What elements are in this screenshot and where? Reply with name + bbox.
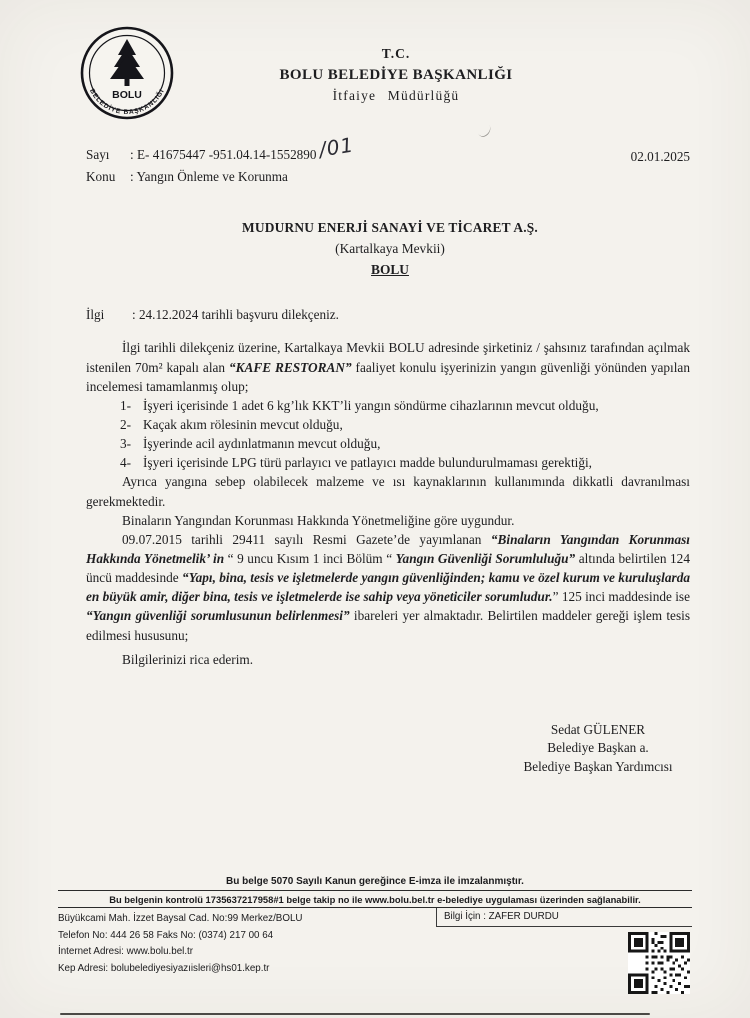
- paragraph-intro: [86, 338, 690, 395]
- list-text: İşyerinde acil aydınlatmanın mevcut olduğu,: [143, 436, 381, 452]
- scan-artifact-line: [60, 1013, 650, 1015]
- tc-heading: T.C.: [381, 46, 411, 61]
- signer-title1: Belediye Başkan a.: [547, 740, 649, 756]
- web-line: İnternet Adresi: www.bolu.bel.tr: [58, 946, 194, 958]
- letter-footer: [58, 876, 692, 994]
- contact-block: [58, 908, 692, 994]
- address-block: [58, 908, 436, 994]
- municipality-seal-logo: [80, 26, 174, 120]
- signer-name: Sedat GÜLENER: [550, 721, 646, 737]
- emphasized-text: Yangın Güvenliği Sorumluluğu”: [395, 550, 576, 566]
- handwritten-annotation: /01: [317, 132, 357, 162]
- emphasized-text: “Yangın güvenliği sorumlusunun belirlenmesi”: [86, 608, 350, 624]
- body-text: ibareleri yer almaktadır. Belirtilen maddeler gereği işlem tesis edilmesi hususunu;: [86, 608, 690, 643]
- ilgi-value: : 24.12.2024 tarihli başvuru dilekçeniz.: [132, 307, 339, 323]
- paragraph-compliance: Binaların Yangından Korunması Hakkında Yönetmeliğine göre uygundur.: [122, 512, 515, 528]
- reference-row: [86, 307, 690, 323]
- signer-title2: Belediye Başkan Yardımcısı: [523, 758, 673, 774]
- qr-container: [436, 927, 692, 994]
- addressee-name: MUDURNU ENERJİ SANAYİ VE TİCARET A.Ş.: [242, 220, 538, 236]
- address-line: Büyükcami Mah. İzzet Baysal Cad. No:99 Merkez/BOLU: [58, 913, 303, 924]
- list-item: [86, 396, 690, 415]
- konu-value: : Yangın Önleme ve Korunma: [130, 169, 288, 184]
- body-text: faaliyet konulu işyerinizin yangın güvenliği yönünden yapılan incelemesi tamamlanmış olup;: [86, 359, 690, 394]
- body-text: 09.07.2015 tarihli 29411 sayılı Resmi Gazete’de yayımlanan: [122, 531, 491, 547]
- list-text: İşyeri içerisinde LPG türü parlayıcı ve patlayıcı madde bulundurulmaması gerektiği,: [143, 455, 593, 471]
- paragraph-warning: Ayrıca yangına sebep olabilecek malzeme ve ısı kaynaklarının kullanımında dikkatli davranılması gerekmektedir.: [86, 474, 690, 509]
- body-text: “ 9 uncu Kısım 1 inci Bölüm “: [224, 550, 396, 566]
- body-text: altında belirtilen 124 üncü maddesinde: [86, 550, 690, 586]
- body-text: ” 125 inci maddesinde ise: [552, 589, 690, 605]
- verification-notice: Bu belgenin kontrolü 1735637217958#1 belge takip no ile www.bolu.bel.tr e-belediye uygulaması üzerinden sağlanabilir.: [58, 890, 692, 908]
- list-item: [86, 434, 690, 453]
- sayi-row: [86, 132, 690, 167]
- emphasized-text: “Yapı, bina, tesis ve işletmelerde yangın güvenliğinden; kamu ve özel kurum ve kuruluşlarda en büyük amir, diğer bina, tesis ve işletmelerde ise sahip veya yöneticiler sorumludur.: [86, 570, 690, 605]
- list-text: İşyeri içerisinde 1 adet 6 kg’lık KKT’li yangın söndürme cihazlarının mevcut olduğu,: [143, 397, 599, 413]
- footer-right-cell: [436, 908, 692, 994]
- sayi-label: Sayı: [86, 147, 110, 162]
- list-item: [86, 453, 690, 472]
- sayi-value: : E- 41675447 -951.04.14-1552890: [130, 147, 317, 162]
- konu-label: Konu: [86, 169, 116, 184]
- addressee-block: [0, 218, 750, 280]
- paragraph-closing: Bilgilerinizi rica ederim.: [122, 651, 254, 667]
- addressee-location: (Kartalkaya Mevkii): [335, 240, 445, 256]
- list-item: [86, 415, 690, 434]
- paragraph-regulation: [86, 530, 690, 645]
- letter-body: [86, 338, 690, 668]
- qr-code: [628, 932, 690, 994]
- list-number: 2-: [120, 417, 132, 432]
- kep-line: Kep Adresi: bolubelediyesiyazıisleri@hs01.kep.tr: [58, 962, 270, 974]
- list-number: 4-: [120, 455, 132, 471]
- ilgi-label: İlgi: [86, 307, 105, 323]
- phone-line: Telefon No: 444 26 58 Faks No: (0374) 217 00 64: [58, 929, 274, 941]
- addressee-city: BOLU: [371, 261, 409, 277]
- document-meta: [86, 132, 690, 186]
- emphasized-text: “KAFE RESTORAN”: [228, 359, 352, 375]
- list-number: 1-: [120, 397, 132, 413]
- eimza-notice: Bu belge 5070 Sayılı Kanun gereğince E-imza ile imzalanmıştır.: [226, 876, 524, 887]
- contact-person: Bilgi İçin : ZAFER DURDU: [436, 908, 692, 927]
- signature-block: [482, 721, 714, 776]
- department-name: İtfaiye Müdürlüğü: [332, 88, 460, 103]
- organization-name: BOLU BELEDİYE BAŞKANLIĞI: [279, 67, 513, 83]
- pen-mark: [477, 124, 494, 139]
- document-date: 02.01.2025: [630, 149, 690, 164]
- list-text: Kaçak akım rölesinin mevcut olduğu,: [143, 417, 343, 432]
- konu-row: [86, 167, 690, 186]
- findings-list: [86, 396, 690, 473]
- logo-center-text: BOLU: [112, 89, 142, 101]
- body-text: İlgi tarihli dilekçeniz üzerine, Kartalkaya Mevkii BOLU adresinde şirketiniz / şahsınız tarafından açılmak istenilen 70m² kapalı alan: [86, 340, 690, 375]
- emphasized-text: “Binaların Yangından Korunması Hakkında Yönetmelik’ in: [86, 531, 690, 566]
- logo-ring-text: BELEDİYE BAŞKANLIĞI: [87, 87, 167, 117]
- list-number: 3-: [120, 436, 132, 452]
